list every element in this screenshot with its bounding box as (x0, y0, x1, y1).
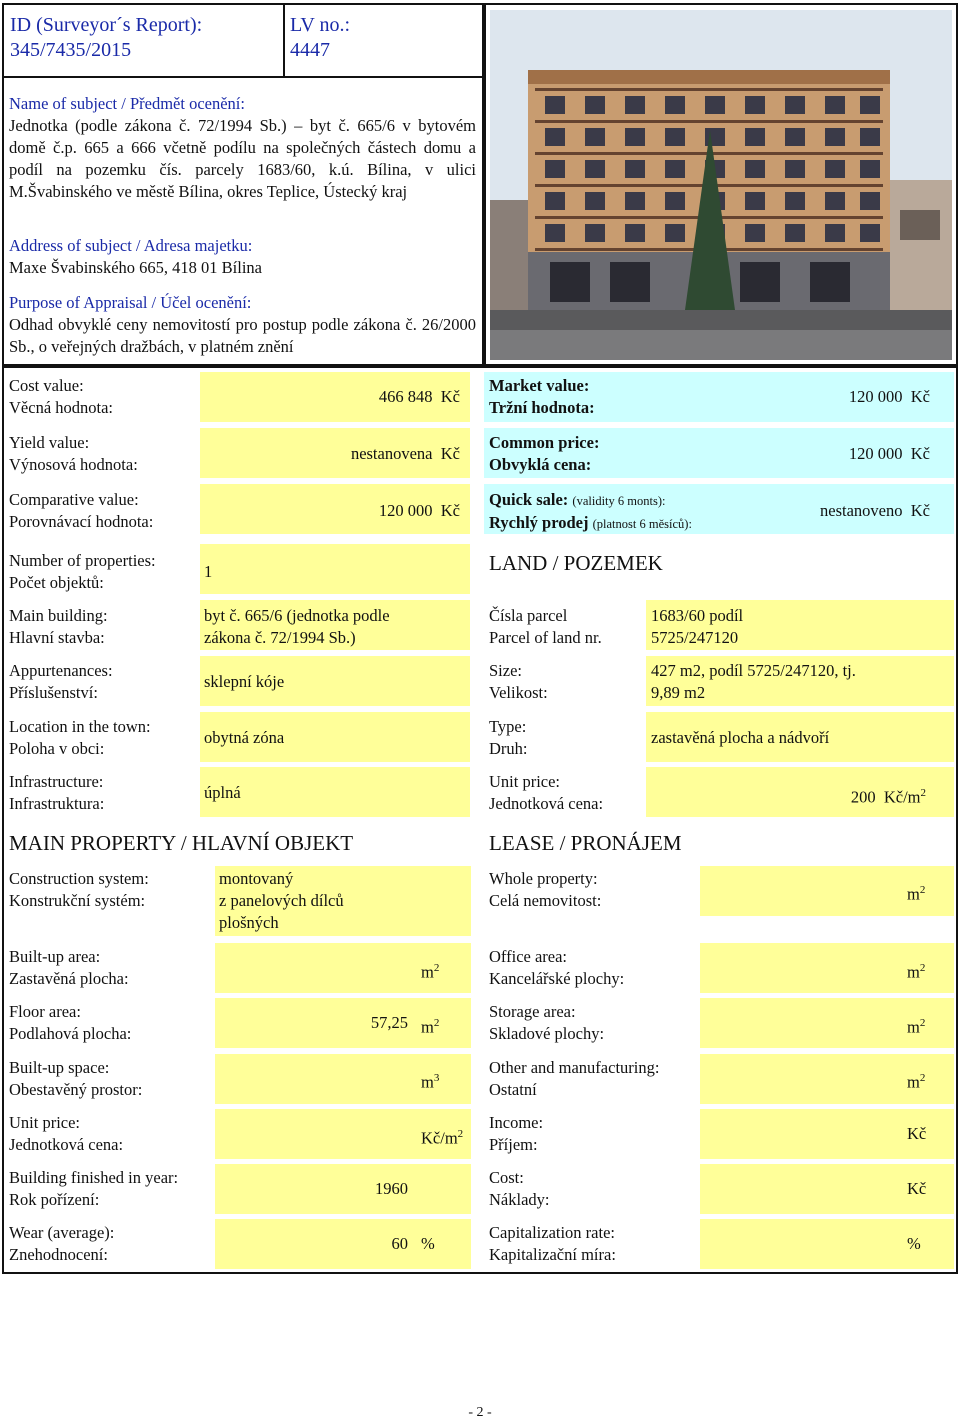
office-sup: 2 (919, 962, 926, 974)
other-label (489, 1057, 709, 1101)
whole-label-cz: Celá nemovitost: (489, 891, 602, 910)
quick-note-en: (validity 6 monts): (572, 494, 666, 508)
cost-value (200, 386, 460, 408)
market-label-en: Market value: (489, 376, 590, 395)
infra-label-en: Infrastructure: (9, 772, 104, 791)
builtup-area-label (9, 946, 214, 990)
type-label-en: Type: (489, 717, 527, 736)
office-label-en: Office area: (489, 947, 568, 966)
income-label-cz: Příjem: (489, 1135, 538, 1154)
common-value-amount: 120 000 (848, 444, 903, 463)
office-unit (907, 957, 947, 984)
whole-unit (907, 879, 947, 906)
purpose-label: Purpose of Appraisal / Účel ocenění: (9, 293, 252, 312)
comp-value (200, 500, 460, 522)
cost-value-label (9, 375, 199, 419)
app-label-en: Appurtenances: (9, 661, 113, 680)
subject-name-label: Name of subject / Předmět ocenění: (9, 94, 245, 113)
other-label-en: Other and manufacturing: (489, 1058, 660, 1077)
quick-value-amount: nestanoveno (820, 501, 903, 520)
subject-name-text: Jednotka (podle zákona č. 72/1994 Sb.) – byt č. 665/6 v bytovém domě č.p. 665 a 666 včetně podílu na společných částech domu a podíl na pozemku čís. parcely 1683/60, k.ú. Bílina, v ulici M.Švabinského ve městě Bílina, okres Teplice, Ústecký kraj (9, 116, 476, 201)
land-unit-sup: 2 (920, 787, 926, 799)
quick-note-cz: (platnost 6 měsíců): (592, 517, 692, 531)
wear-value: 60 (391, 1234, 408, 1253)
type-value: zastavěná plocha a nádvoří (651, 728, 830, 747)
wear-label (9, 1222, 214, 1266)
land-unit-unit: Kč/m (883, 787, 921, 807)
space-unit (421, 1067, 461, 1094)
floor-label-cz: Podlahová plocha: (9, 1024, 132, 1043)
id-block (10, 13, 280, 63)
unitp-label-en: Unit price: (9, 1113, 81, 1132)
unitp-unit (421, 1123, 471, 1150)
whole-label-en: Whole property: (489, 869, 598, 888)
size-label-cz: Velikost: (489, 683, 548, 702)
app-label-cz: Příslušenství: (9, 683, 98, 702)
floor-sup: 2 (433, 1017, 440, 1029)
floor-area-label (9, 1001, 214, 1045)
unitp-sup: 2 (457, 1128, 464, 1140)
wear-label-en: Wear (average): (9, 1223, 115, 1242)
market-value-currency: Kč (910, 387, 930, 406)
unitp-unit-text: Kč/m (421, 1128, 458, 1148)
space-label-cz: Obestavěný prostor: (9, 1080, 143, 1099)
lease-cost-label-cz: Náklady: (489, 1190, 550, 1209)
year-value: 1960 (375, 1179, 408, 1198)
builtup-space-label (9, 1057, 214, 1101)
builtup-label-cz: Zastavěná plocha: (9, 969, 129, 988)
constr-label-cz: Konstrukční systém: (9, 891, 146, 910)
count-label (9, 550, 199, 594)
income-unit: Kč (907, 1124, 927, 1143)
market-value (700, 386, 930, 408)
quick-value (700, 500, 930, 522)
quick-value-currency: Kč (910, 501, 930, 520)
year-label-cz: Rok pořízení: (9, 1190, 100, 1209)
income-label (489, 1112, 709, 1156)
land-unit-label-cz: Jednotková cena: (489, 794, 604, 813)
land-unit-value (700, 782, 926, 809)
quick-label-cz: Rychlý prodej (489, 513, 589, 532)
infra-label-cz: Infrastruktura: (9, 794, 105, 813)
cap-label-cz: Kapitalizační míra: (489, 1245, 616, 1264)
yield-label-cz: Výnosová hodnota: (9, 455, 138, 474)
yield-value-label (9, 432, 199, 476)
builtup-sup: 2 (433, 962, 440, 974)
location-label (9, 716, 199, 760)
lv-block (290, 13, 470, 63)
loc-label-en: Location in the town: (9, 717, 151, 736)
comparative-value-label (9, 489, 199, 533)
lv-label: LV no.: (290, 14, 351, 36)
count-value: 1 (204, 562, 213, 581)
cap-unit: % (907, 1234, 921, 1253)
floor-label-en: Floor area: (9, 1002, 81, 1021)
cost-label-en: Cost value: (9, 376, 84, 395)
office-label-cz: Kancelářské plochy: (489, 969, 625, 988)
land-heading: LAND / POZEMEK (489, 551, 663, 575)
other-unit (907, 1067, 947, 1094)
header-divider-bottom (3, 76, 483, 78)
construction-label (9, 868, 214, 912)
floor-value: 57,25 (370, 1013, 408, 1032)
space-label-en: Built-up space: (9, 1058, 110, 1077)
size-value: 427 m2, podíl 5725/247120, tj. 9,89 m2 (651, 661, 856, 702)
year-label (9, 1167, 214, 1211)
appurtenances-label (9, 660, 199, 704)
other-sup: 2 (919, 1072, 926, 1084)
land-unit-amount: 200 (850, 787, 876, 807)
quick-label-en: Quick sale: (489, 490, 569, 509)
cost-value-amount: 466 848 (378, 387, 433, 406)
market-value-amount: 120 000 (848, 387, 903, 406)
yield-value-currency: Kč (440, 444, 460, 463)
cost-label (489, 1167, 709, 1211)
lease-cost-label-en: Cost: (489, 1168, 524, 1187)
yield-value (200, 443, 460, 465)
purpose-text: Odhad obvyklé ceny nemovitostí pro postup podle zákona č. 26/2000 Sb., o veřejných dražbách, v platném znění (9, 315, 476, 356)
address-label: Address of subject / Adresa majetku: (9, 236, 253, 255)
infrastructure-value: úplná (204, 783, 241, 802)
lease-heading: LEASE / PRONÁJEM (489, 831, 682, 855)
id-value: 345/7435/2015 (10, 39, 132, 61)
main-building-value: byt č. 665/6 (jednotka podle zákona č. 72/1994 Sb.) (204, 606, 390, 647)
other-label-cz: Ostatní (489, 1080, 537, 1099)
office-area-label (489, 946, 709, 990)
year-label-en: Building finished in year: (9, 1168, 179, 1187)
income-label-en: Income: (489, 1113, 544, 1132)
loc-label-cz: Poloha v obci: (9, 739, 105, 758)
whole-sup: 2 (919, 884, 926, 896)
parcel-label-cz: Čísla parcel (489, 606, 568, 625)
parcel-label (489, 605, 639, 649)
type-label-cz: Druh: (489, 739, 528, 758)
construction-value: montovaný z panelových dílců plošných (219, 869, 344, 932)
main-object-heading: MAIN PROPERTY / HLAVNÍ OBJEKT (9, 831, 354, 855)
floor-unit (421, 1012, 461, 1039)
wear-label-cz: Znehodnocení: (9, 1245, 108, 1264)
builtup-label-en: Built-up area: (9, 947, 101, 966)
builtup-unit (421, 957, 461, 984)
whole-unit-m: m (907, 884, 920, 904)
count-label-cz: Počet objektů: (9, 573, 104, 592)
common-value-currency: Kč (910, 444, 930, 463)
space-unit-m: m (421, 1072, 434, 1092)
wear-unit: % (421, 1234, 435, 1253)
infrastructure-label (9, 771, 199, 815)
id-label: ID (Surveyor´s Report): (10, 14, 203, 36)
appurtenances-value: sklepní kóje (204, 672, 285, 691)
common-label-cz: Obvyklá cena: (489, 455, 592, 474)
building-photo (490, 10, 952, 360)
main-label-cz: Hlavní stavba: (9, 628, 105, 647)
cost-label-cz: Věcná hodnota: (9, 398, 114, 417)
comp-label-en: Comparative value: (9, 490, 139, 509)
whole-property-label (489, 868, 709, 912)
comp-value-currency: Kč (440, 501, 460, 520)
cost-value-currency: Kč (440, 387, 460, 406)
main-building-label (9, 605, 199, 649)
page-number: - 2 - (468, 1405, 492, 1420)
storage-area-label (489, 1001, 709, 1045)
storage-sup: 2 (919, 1017, 926, 1029)
storage-label-cz: Skladové plochy: (489, 1024, 605, 1043)
comp-value-amount: 120 000 (378, 501, 433, 520)
common-label-en: Common price: (489, 433, 600, 452)
capitalization-label (489, 1222, 709, 1266)
unitp-label-cz: Jednotková cena: (9, 1135, 124, 1154)
yield-label-en: Yield value: (9, 433, 90, 452)
space-sup: 3 (433, 1072, 440, 1084)
size-label-en: Size: (489, 661, 522, 680)
common-value (700, 443, 930, 465)
land-unit-price-label (489, 771, 639, 815)
unit-price-label (9, 1112, 214, 1156)
lv-value: 4447 (290, 39, 330, 61)
floor-unit-m: m (421, 1017, 434, 1037)
office-unit-m: m (907, 962, 920, 982)
type-label (489, 716, 639, 760)
parcel-label-en: Parcel of land nr. (489, 628, 602, 647)
storage-unit-m: m (907, 1017, 920, 1037)
parcel-value: 1683/60 podíl 5725/247120 (651, 606, 744, 647)
count-label-en: Number of properties: (9, 551, 156, 570)
other-unit-m: m (907, 1072, 920, 1092)
builtup-unit-m: m (421, 962, 434, 982)
size-label (489, 660, 639, 704)
yield-value-amount: nestanovena (350, 444, 433, 463)
storage-label-en: Storage area: (489, 1002, 576, 1021)
market-label-cz: Tržní hodnota: (489, 398, 595, 417)
land-unit-label-en: Unit price: (489, 772, 561, 791)
cap-label-en: Capitalization rate: (489, 1223, 615, 1242)
main-label-en: Main building: (9, 606, 108, 625)
header-divider-mid (283, 4, 285, 77)
lease-cost-unit: Kč (907, 1179, 927, 1198)
location-value: obytná zóna (204, 728, 285, 747)
storage-unit (907, 1012, 947, 1039)
address-text: Maxe Švabinského 665, 418 01 Bílina (9, 258, 262, 277)
constr-label-en: Construction system: (9, 869, 149, 888)
comp-label-cz: Porovnávací hodnota: (9, 512, 154, 531)
building-photo-svg (490, 10, 952, 360)
